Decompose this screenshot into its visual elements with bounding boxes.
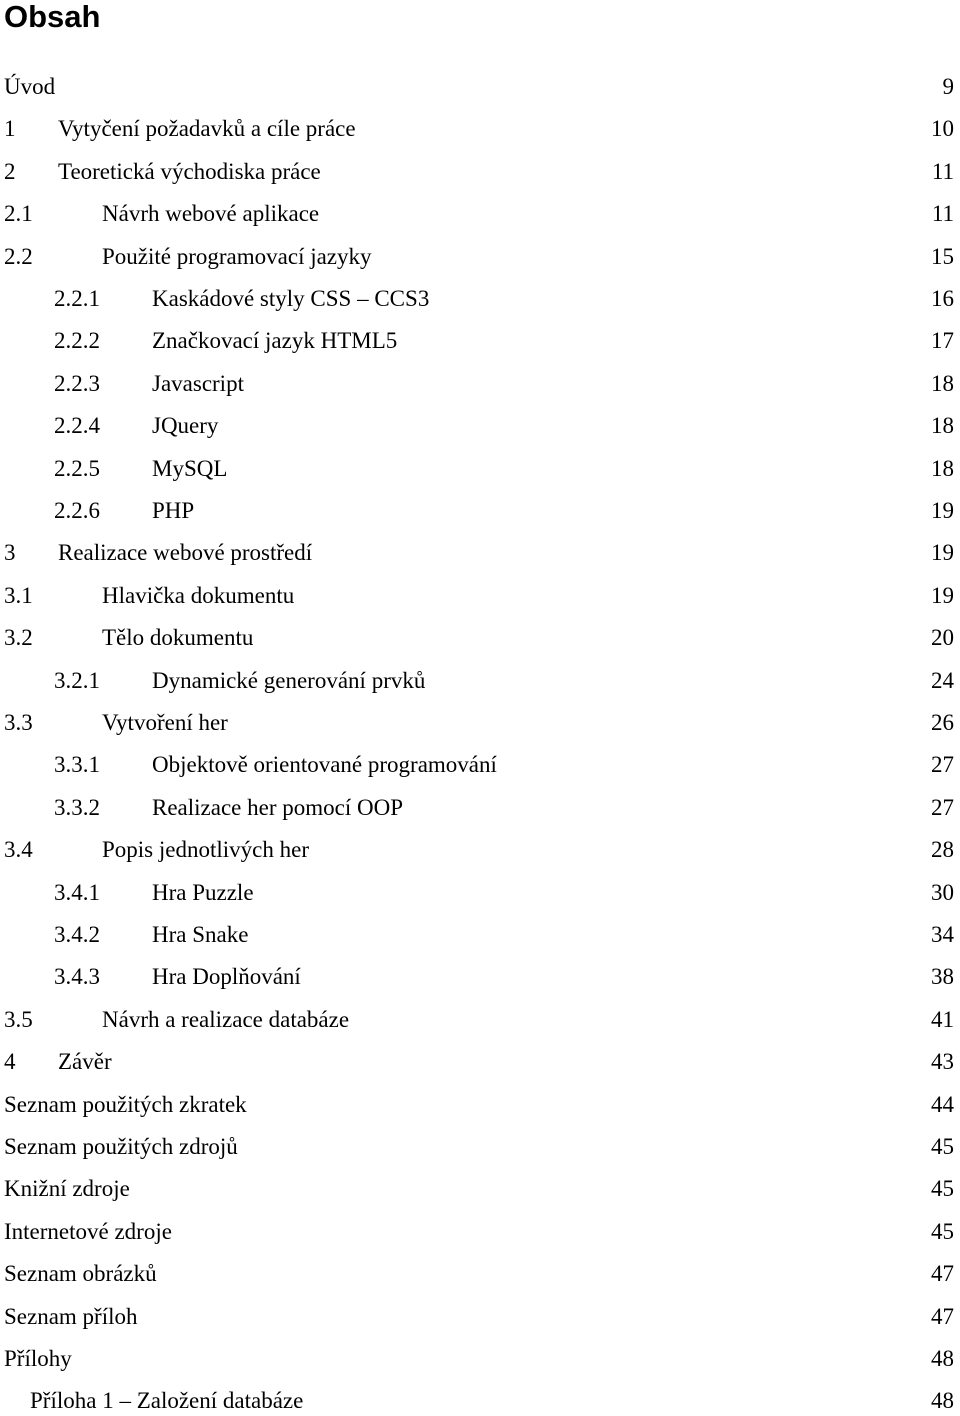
toc-entry-number: 2.2.3 <box>54 371 100 396</box>
toc-entry-page-number: 9 <box>942 74 954 99</box>
toc-entry-number: 3.2 <box>4 625 33 650</box>
toc-entry-number: 3.5 <box>4 1007 33 1032</box>
toc-entry-title: Seznam příloh <box>4 1304 138 1329</box>
toc-entry-title: Seznam použitých zkratek <box>4 1092 247 1117</box>
toc-entry-title: Realizace her pomocí OOP <box>152 795 403 820</box>
toc-entry-title: Seznam obrázků <box>4 1261 157 1286</box>
toc-entry-title: Návrh a realizace databáze <box>102 1007 350 1032</box>
toc-entry-page-number: 44 <box>931 1092 954 1117</box>
toc-entry-number: 2.2.4 <box>54 413 100 438</box>
toc-entry-title: Hra Puzzle <box>152 880 254 905</box>
toc-entry[interactable] <box>4 1005 960 1035</box>
toc-entry-page-number: 17 <box>931 328 954 353</box>
toc-entry[interactable] <box>30 1386 960 1416</box>
toc-entry-page-number: 15 <box>931 244 954 269</box>
toc-entry-number: 1 <box>4 116 16 141</box>
toc-entry[interactable] <box>54 878 960 908</box>
toc-entry[interactable] <box>54 326 960 356</box>
toc-entry-title: MySQL <box>152 456 228 481</box>
page-title: Obsah <box>4 0 101 34</box>
toc-entry-title: Teoretická východiska práce <box>58 159 321 184</box>
toc-entry[interactable] <box>4 157 960 187</box>
toc-entry[interactable] <box>4 623 960 653</box>
toc-entry[interactable] <box>54 920 960 950</box>
toc-entry[interactable] <box>54 369 960 399</box>
toc-entry[interactable] <box>4 1047 960 1077</box>
toc-entry-number: 3 <box>4 540 16 565</box>
toc-entry-page-number: 41 <box>931 1007 954 1032</box>
toc-entry-title: Kaskádové styly CSS – CCS3 <box>152 286 430 311</box>
toc-entry-title: Knižní zdroje <box>4 1176 130 1201</box>
toc-entry-title: PHP <box>152 498 195 523</box>
toc-entry-title: Přílohy <box>4 1346 72 1371</box>
toc-entry-page-number: 18 <box>931 456 954 481</box>
toc-entry[interactable] <box>4 242 960 272</box>
toc-entry-title: Javascript <box>152 371 244 396</box>
toc-entry-page-number: 43 <box>931 1049 954 1074</box>
toc-entry[interactable] <box>54 793 960 823</box>
toc-entry-title: JQuery <box>152 413 219 438</box>
toc-entry[interactable] <box>4 1217 960 1247</box>
toc-entry[interactable] <box>54 454 960 484</box>
toc-entry-page-number: 45 <box>931 1134 954 1159</box>
toc-entry-page-number: 38 <box>931 964 954 989</box>
toc-entry[interactable] <box>54 284 960 314</box>
toc-entry[interactable] <box>54 411 960 441</box>
toc-entry-number: 3.3 <box>4 710 33 735</box>
toc-entry-number: 3.4.1 <box>54 880 100 905</box>
toc-entry-number: 3.4.3 <box>54 964 100 989</box>
toc-entry-title: Hra Doplňování <box>152 964 301 989</box>
toc-entry-title: Úvod <box>4 74 56 99</box>
toc-entry-page-number: 48 <box>931 1388 954 1413</box>
toc-entry-page-number: 48 <box>931 1346 954 1371</box>
toc-entry-page-number: 11 <box>931 159 954 184</box>
toc-entry[interactable] <box>54 666 960 696</box>
toc-entry-number: 3.3.1 <box>54 752 100 777</box>
toc-entry-number: 2.2 <box>4 244 33 269</box>
toc-entry-page-number: 28 <box>931 837 954 862</box>
toc-entry-number: 3.4.2 <box>54 922 100 947</box>
toc-entry-page-number: 27 <box>931 752 954 777</box>
toc-entry-page-number: 45 <box>931 1219 954 1244</box>
toc-entry-page-number: 19 <box>931 540 954 565</box>
toc-entry-title: Seznam použitých zdrojů <box>4 1134 238 1159</box>
toc-entry[interactable] <box>4 1302 960 1332</box>
toc-entry-title: Dynamické generování prvků <box>152 668 426 693</box>
toc-entry-page-number: 20 <box>931 625 954 650</box>
toc-entry[interactable] <box>54 962 960 992</box>
toc-entry-page-number: 24 <box>931 668 954 693</box>
toc-entry[interactable] <box>4 835 960 865</box>
toc-entry-number: 2.2.5 <box>54 456 100 481</box>
toc-entry-page-number: 18 <box>931 413 954 438</box>
toc-entry-number: 3.3.2 <box>54 795 100 820</box>
toc-entry-page-number: 18 <box>931 371 954 396</box>
toc-entry-title: Vytvoření her <box>102 710 228 735</box>
toc-entry-page-number: 30 <box>931 880 954 905</box>
toc-entry[interactable] <box>4 708 960 738</box>
toc-entry[interactable] <box>4 1259 960 1289</box>
toc-entry-number: 2 <box>4 159 16 184</box>
toc-entry-title: Hra Snake <box>152 922 249 947</box>
toc-entry-page-number: 26 <box>931 710 954 735</box>
toc-entry-page-number: 19 <box>931 498 954 523</box>
toc-entry-page-number: 16 <box>931 286 954 311</box>
toc-entry-page-number: 47 <box>931 1304 954 1329</box>
toc-entry-title: Tělo dokumentu <box>102 625 254 650</box>
toc-entry-page-number: 47 <box>931 1261 954 1286</box>
toc-entry-title: Značkovací jazyk HTML5 <box>152 328 398 353</box>
toc-entry-page-number: 45 <box>931 1176 954 1201</box>
toc-entry-number: 3.1 <box>4 583 33 608</box>
toc-entry-number: 2.2.1 <box>54 286 100 311</box>
toc-entry-title: Hlavička dokumentu <box>102 583 295 608</box>
toc-entry[interactable] <box>4 1174 960 1204</box>
toc-entry[interactable] <box>4 538 960 568</box>
toc-entry[interactable] <box>4 581 960 611</box>
toc-entry-page-number: 34 <box>931 922 954 947</box>
toc-entry-title: Příloha 1 – Založení databáze <box>30 1388 304 1413</box>
toc-entry-page-number: 27 <box>931 795 954 820</box>
toc-entry-page-number: 19 <box>931 583 954 608</box>
toc-entry[interactable] <box>4 199 960 229</box>
toc-entry[interactable] <box>54 496 960 526</box>
toc-entry[interactable] <box>4 1132 960 1162</box>
toc-entry-number: 3.2.1 <box>54 668 100 693</box>
toc-entry[interactable] <box>4 1344 960 1374</box>
toc-entry-number: 4 <box>4 1049 16 1074</box>
toc-entry-title: Návrh webové aplikace <box>102 201 320 226</box>
toc-entry-title: Internetové zdroje <box>4 1219 172 1244</box>
toc-entry-number: 2.2.6 <box>54 498 100 523</box>
toc-entry[interactable] <box>4 1090 960 1120</box>
toc-entry-title: Objektově orientované programování <box>152 752 497 777</box>
toc-entry-title: Realizace webové prostředí <box>58 540 313 565</box>
toc-entry-number: 3.4 <box>4 837 33 862</box>
toc-entry-page-number: 10 <box>931 116 954 141</box>
toc-entry-title: Vytyčení požadavků a cíle práce <box>58 116 356 141</box>
toc-entry[interactable] <box>54 750 960 780</box>
toc-entry-page-number: 11 <box>931 201 954 226</box>
toc-entry[interactable] <box>4 72 960 102</box>
toc-entry-title: Použité programovací jazyky <box>102 244 372 269</box>
toc-entry[interactable] <box>4 114 960 144</box>
toc-entry-title: Popis jednotlivých her <box>102 837 309 862</box>
toc-entry-number: 2.2.2 <box>54 328 100 353</box>
toc-entry-title: Závěr <box>58 1049 112 1074</box>
toc-entry-number: 2.1 <box>4 201 33 226</box>
